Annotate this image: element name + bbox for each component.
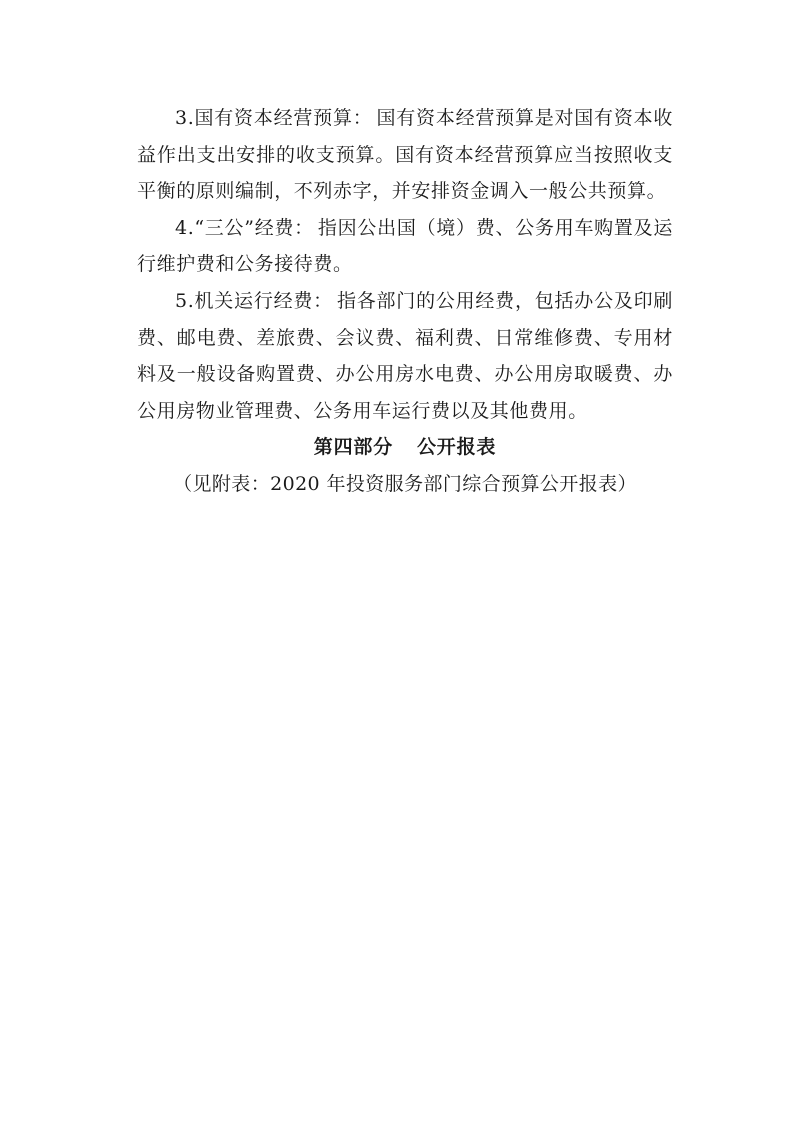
paragraph-agency-operating-costs [137,283,673,429]
term-agency-operating-costs: 5.机关运行经费： [175,289,333,312]
term-three-public-expenses: 4.“三公”经费： [175,216,314,239]
paragraph-state-capital-budget [137,100,673,210]
definition-agency-operating-costs: 指各部门的公用经费，包括办公及印刷费、邮电费、差旅费、会议费、福利费、日常维修费、专用材料及一般设备购置费、办公用房水电费、办公用房取暖费、办公用房物业管理费、公务用车运行费以及其他费用。 [137,289,673,422]
section-heading [137,429,673,466]
section-title-text: 公开报表 [417,436,497,459]
attachment-note: （见附表：2020 年投资服务部门综合预算公开报表） [173,472,637,495]
document-body [137,100,673,503]
definition-three-public-expenses: 指因公出国（境）费、公务用车购置及运行维护费和公务接待费。 [137,216,673,276]
term-state-capital-budget: 3.国有资本经营预算： [175,107,373,129]
definition-state-capital-budget: 国有资本经营预算是对国有资本收益作出支出安排的收支预算。国有资本经营预算应当按照收支平衡的原则编制，不列赤字，并安排资金调入一般公共预算。 [137,107,673,203]
paragraph-three-public-expenses [137,210,673,283]
section-part-label: 第四部分 [313,436,393,459]
